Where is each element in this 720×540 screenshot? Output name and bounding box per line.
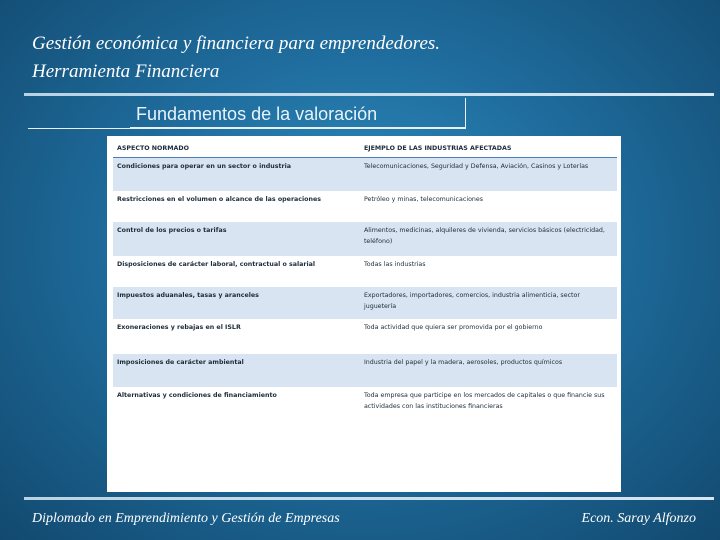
aspect-cell: Condiciones para operar en un sector o industria <box>113 158 360 192</box>
example-cell: Petróleo y minas, telecomunicaciones <box>360 191 617 222</box>
example-cell: Todas las industrias <box>360 256 617 287</box>
aspect-cell: Restricciones en el volumen o alcance de las operaciones <box>113 191 360 222</box>
aspect-cell: Impuestos aduanales, tasas y aranceles <box>113 287 360 319</box>
subtitle-underline <box>28 128 466 129</box>
title-line-2: Herramienta Financiera <box>32 61 220 82</box>
footer-course-name: Diplomado en Emprendimiento y Gestión de Empresas <box>32 511 340 526</box>
table-row <box>113 287 617 319</box>
example-cell: Toda empresa que participe en los mercados de capitales o que financie sus actividades con las instituciones financieras <box>360 387 617 433</box>
example-cell: Alimentos, medicinas, alquileres de vivienda, servicios básicos (electricidad, teléfono) <box>360 222 617 256</box>
section-subtitle: Fundamentos de la valoración <box>136 104 378 124</box>
table-row <box>113 191 617 222</box>
table-row <box>113 319 617 354</box>
title-line-1: Gestión económica y financiera para emprendedores. <box>32 33 441 54</box>
header-divider <box>24 93 714 96</box>
column-header-example: EJEMPLO DE LAS INDUSTRIAS AFECTADAS <box>360 140 617 158</box>
page-title <box>32 30 692 86</box>
table-row <box>113 158 617 192</box>
example-cell: Telecomunicaciones, Seguridad y Defensa, Aviación, Casinos y Loterías <box>360 158 617 192</box>
footer-divider <box>24 497 714 500</box>
aspect-cell: Control de los precios o tarifas <box>113 222 360 256</box>
example-cell: Toda actividad que quiera ser promovida por el gobierno <box>360 319 617 354</box>
table-row <box>113 222 617 256</box>
example-cell: Industria del papel y la madera, aerosoles, productos químicos <box>360 354 617 387</box>
aspect-cell: Exoneraciones y rebajas en el ISLR <box>113 319 360 354</box>
example-cell: Exportadores, importadores, comercios, industria alimenticia, sector juguetería <box>360 287 617 319</box>
table-header-row <box>113 140 617 158</box>
footer-author: Econ. Saray Alfonzo <box>581 511 696 526</box>
aspect-cell: Imposiciones de carácter ambiental <box>113 354 360 387</box>
table-row <box>113 387 617 433</box>
aspect-cell: Disposiciones de carácter laboral, contractual o salarial <box>113 256 360 287</box>
regulation-table <box>113 140 617 433</box>
aspect-cell: Alternativas y condiciones de financiamiento <box>113 387 360 433</box>
column-header-aspect: ASPECTO NORMADO <box>113 140 360 158</box>
table-row <box>113 256 617 287</box>
regulation-table-panel <box>107 136 621 492</box>
table-row <box>113 354 617 387</box>
